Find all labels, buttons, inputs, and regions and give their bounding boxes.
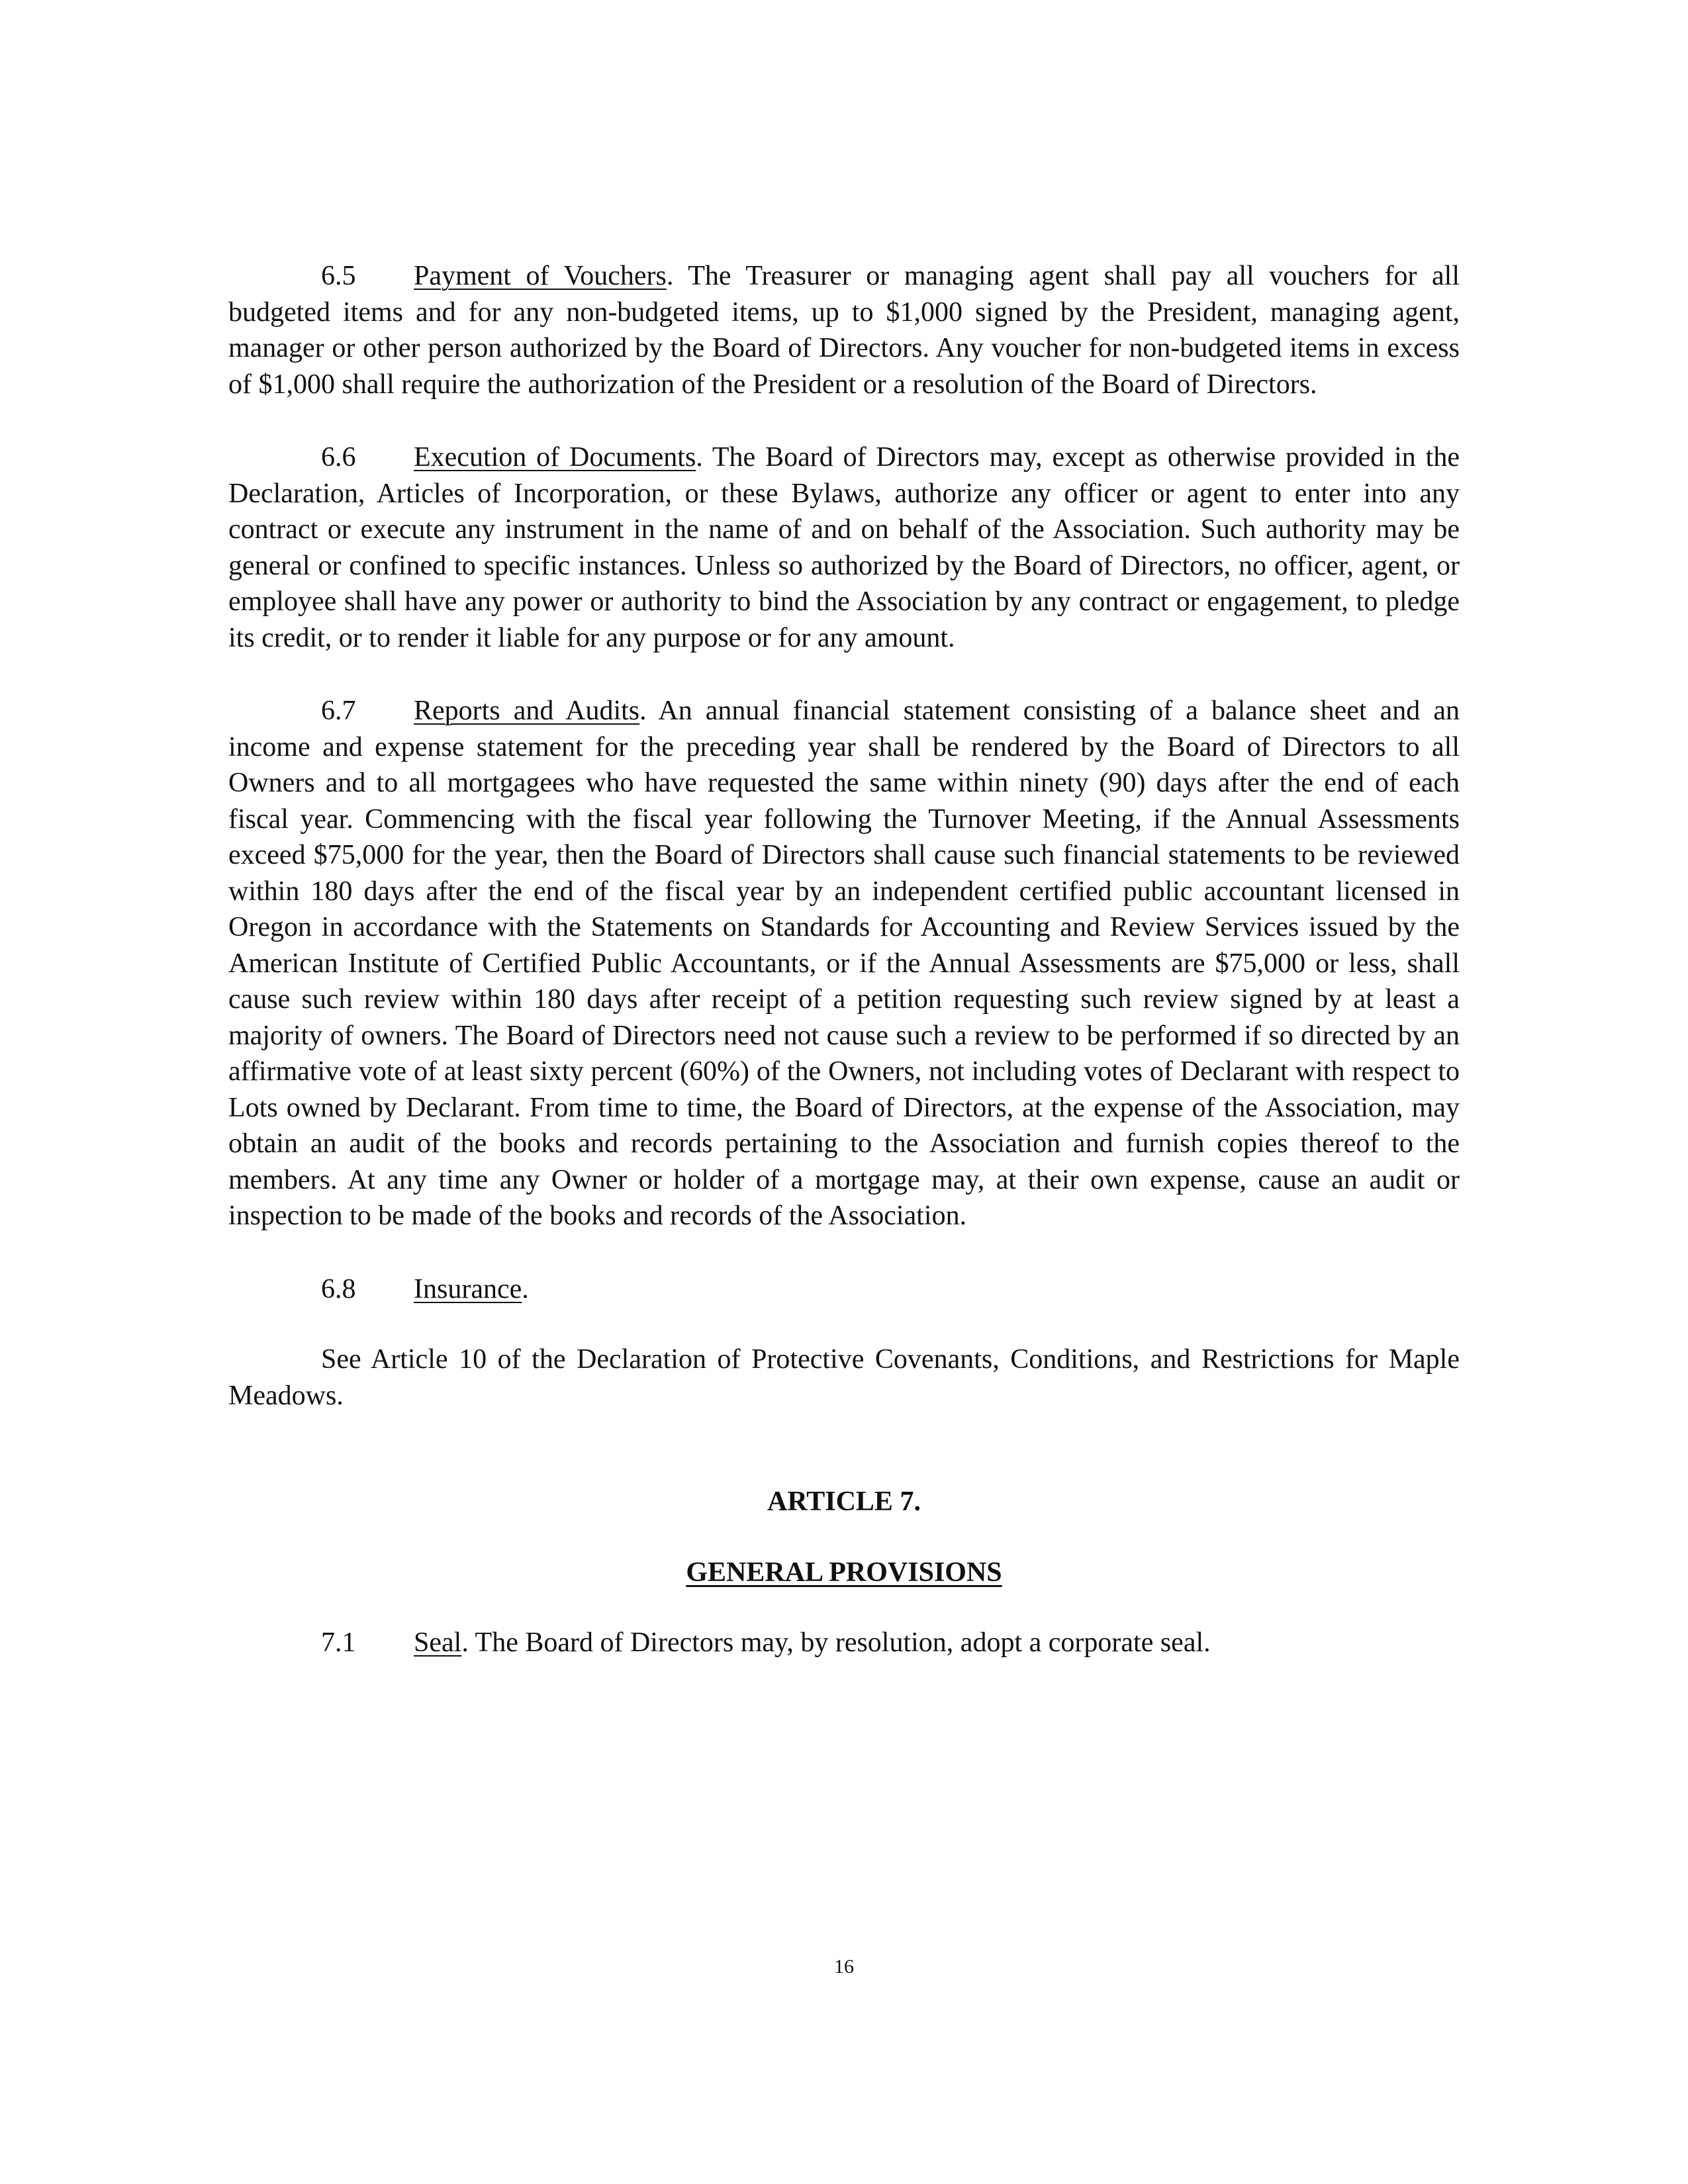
section-heading: Insurance xyxy=(414,1273,522,1304)
section-7-1 xyxy=(228,1625,1460,1661)
section-6-8-heading-line xyxy=(228,1271,1460,1308)
page-number: 16 xyxy=(834,1956,854,1978)
section-heading: Payment of Vouchers xyxy=(414,261,667,291)
section-6-7 xyxy=(228,693,1460,1234)
section-heading: Seal xyxy=(414,1627,462,1658)
section-number: 6.8 xyxy=(321,1273,356,1304)
section-number: 7.1 xyxy=(321,1627,356,1658)
section-6-6 xyxy=(228,439,1460,656)
section-number: 6.7 xyxy=(321,696,356,726)
section-body: . The Treasurer or managing agent shall pay all vouchers for all budgeted items and for any non-budgeted items, up to $1,000 signed by the President, managing agent, manager or other person authorized by the Board of Directors. Any voucher for non-budgeted items in excess of $1,000 shall require the authorization of the President or a resolution of the Board of Directors. xyxy=(228,261,1460,400)
article-subtitle: GENERAL PROVISIONS xyxy=(686,1557,1002,1588)
section-number: 6.6 xyxy=(321,442,356,473)
section-body: . An annual financial statement consisting of a balance sheet and an income and expense statement for the preceding year shall be rendered by the Board of Directors to all Owners and to all mortgagees who have requested the same within ninety (90) days after the end of each fiscal year. Commencing with the fiscal year following the Turnover Meeting, if the Annual Assessments exceed $75,000 for the year, then the Board of Directors shall cause such financial statements to be reviewed within 180 days after the end of the fiscal year by an independent certified public accountant licensed in Oregon in accordance with the Statements on Standards for Accounting and Review Services issued by the American Institute of Certified Public Accountants, or if the Annual Assessments are $75,000 or less, shall cause such review within 180 days after receipt of a petition requesting such review signed by at least a majority of owners. The Board of Directors need not cause such a review to be performed if so directed by an affirmative vote of at least sixty percent (60%) of the Owners, not including votes of Declarant with respect to Lots owned by Declarant. From time to time, the Board of Directors, at the expense of the Association, may obtain an audit of the books and records pertaining to the Association and furnish copies thereof to the members. At any time any Owner or holder of a mortgage may, at their own expense, cause an audit or inspection to be made of the books and records of the Association. xyxy=(228,696,1460,1231)
section-body: . The Board of Directors may, by resolution, adopt a corporate seal. xyxy=(461,1627,1211,1658)
section-body: . The Board of Directors may, except as otherwise provided in the Declaration, Articles of Incorporation, or these Bylaws, authorize any officer or agent to enter into any contract or execute any instrument in the name of and on behalf of the Association. Such authority may be general or confined to specific instances. Unless so authorized by the Board of Directors, no officer, agent, or employee shall have any power or authority to bind the Association by any contract or engagement, to pledge its credit, or to render it liable for any purpose or for any amount. xyxy=(228,442,1460,653)
section-heading: Reports and Audits xyxy=(414,696,640,726)
section-6-5 xyxy=(228,258,1460,402)
section-heading: Execution of Documents xyxy=(414,442,696,473)
section-6-8-body: See Article 10 of the Declaration of Protective Covenants, Conditions, and Restrictions for Maple Meadows. xyxy=(228,1344,1460,1411)
document-page xyxy=(228,258,1460,1661)
article-title: ARTICLE 7. xyxy=(767,1486,921,1517)
section-number: 6.5 xyxy=(321,261,356,291)
section-heading-period: . xyxy=(522,1273,529,1304)
